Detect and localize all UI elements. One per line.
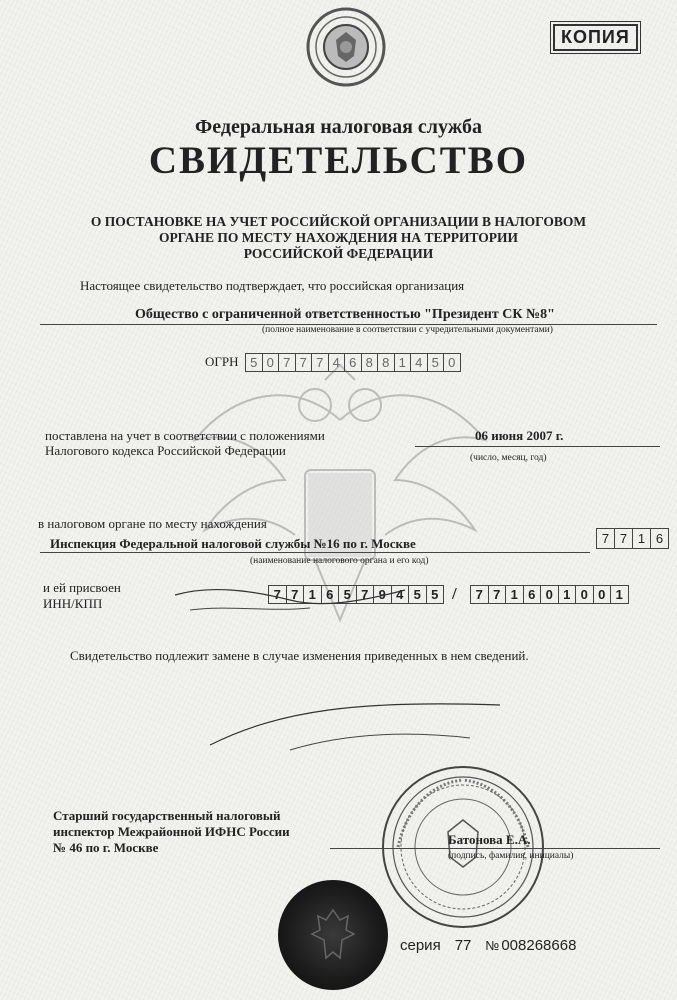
kpp-digit: 0 bbox=[540, 585, 559, 604]
ogrn-digit: 4 bbox=[410, 353, 428, 372]
ogrn-digit: 7 bbox=[295, 353, 313, 372]
kpp-digit: 1 bbox=[505, 585, 524, 604]
ogrn-digit: 1 bbox=[394, 353, 412, 372]
kpp-digit: 1 bbox=[558, 585, 577, 604]
inn-digit: 5 bbox=[426, 585, 445, 604]
organization-caption: (полное наименование в соответствии с учредительными документами) bbox=[262, 325, 553, 335]
authority-intro: в налоговом органе по месту нахождения bbox=[38, 516, 267, 531]
ogrn-digit: 5 bbox=[427, 353, 445, 372]
series-value: 77 bbox=[454, 937, 472, 954]
inn-kpp-label: ИНН/КПП bbox=[43, 596, 103, 611]
ogrn-cells bbox=[245, 353, 460, 372]
signatory-position-line: Старший государственный налоговый bbox=[53, 808, 281, 823]
kpp-digit: 7 bbox=[470, 585, 489, 604]
inn-digit: 4 bbox=[391, 585, 410, 604]
divider bbox=[415, 446, 660, 447]
replacement-notice: Свидетельство подлежит замене в случае изменения приведенных в нем сведений. bbox=[70, 648, 529, 663]
inn-digit: 9 bbox=[373, 585, 392, 604]
registration-text bbox=[45, 428, 325, 458]
signatory-name: Батонова Е.А. bbox=[448, 832, 531, 847]
inn-digit: 5 bbox=[408, 585, 427, 604]
intro-text: Настоящее свидетельство подтверждает, что российская организация bbox=[80, 278, 465, 293]
kpp-digit: 7 bbox=[488, 585, 507, 604]
ogrn-digit: 0 bbox=[443, 353, 461, 372]
ogrn-label: ОГРН bbox=[205, 354, 239, 369]
authority-code-digit: 6 bbox=[650, 528, 669, 549]
ogrn-digit: 7 bbox=[278, 353, 296, 372]
inn-digit: 1 bbox=[303, 585, 322, 604]
ogrn-digit: 0 bbox=[262, 353, 280, 372]
signatory-caption: (подпись, фамилия, инициалы) bbox=[448, 851, 574, 861]
divider bbox=[330, 848, 660, 849]
date-caption: (число, месяц, год) bbox=[470, 453, 547, 463]
inn-digit: 7 bbox=[268, 585, 287, 604]
kpp-digit: 0 bbox=[593, 585, 612, 604]
number-sign: № bbox=[485, 938, 500, 953]
inn-kpp-intro: и ей присвоен bbox=[43, 580, 121, 595]
subtitle-line: РОССИЙСКОЙ ФЕДЕРАЦИИ bbox=[243, 246, 434, 261]
agency-name: Федеральная налоговая служба bbox=[195, 116, 482, 138]
signatory-position-line: инспектор Межрайонной ИФНС России bbox=[53, 824, 290, 839]
document-number: 008268668 bbox=[501, 937, 577, 954]
document-title: СВИДЕТЕЛЬСТВО bbox=[148, 139, 529, 182]
kpp-digit: 6 bbox=[523, 585, 542, 604]
authority-caption: (наименование налогового органа и его код) bbox=[250, 556, 429, 566]
ogrn-digit: 6 bbox=[344, 353, 362, 372]
kpp-cells bbox=[470, 585, 628, 604]
inn-digit: 7 bbox=[356, 585, 375, 604]
series-number bbox=[400, 937, 576, 954]
ogrn-digit: 7 bbox=[311, 353, 329, 372]
authority-code-digit: 7 bbox=[614, 528, 633, 549]
inn-digit: 6 bbox=[321, 585, 340, 604]
authority-name: Инспекция Федеральной налоговой службы №16 по г. Москве bbox=[50, 536, 416, 551]
registration-date: 06 июня 2007 г. bbox=[475, 428, 564, 443]
signature-scribble bbox=[200, 690, 520, 760]
eagle-icon bbox=[298, 900, 368, 970]
authority-code-cells bbox=[596, 528, 668, 549]
kpp-digit: 0 bbox=[575, 585, 594, 604]
authority-code-digit: 1 bbox=[632, 528, 651, 549]
ogrn-digit: 8 bbox=[361, 353, 379, 372]
ogrn-digit: 4 bbox=[328, 353, 346, 372]
registration-line: Налогового кодекса Российской Федерации bbox=[45, 443, 286, 458]
signatory-position bbox=[53, 808, 290, 856]
authority-code-digit: 7 bbox=[596, 528, 615, 549]
pen-scribble bbox=[170, 580, 410, 620]
ogrn-digit: 5 bbox=[245, 353, 263, 372]
inn-digit: 5 bbox=[338, 585, 357, 604]
ogrn-digit: 8 bbox=[377, 353, 395, 372]
tax-service-emblem bbox=[305, 6, 387, 88]
registration-line: поставлена на учет в соответствии с положениями bbox=[45, 428, 325, 443]
divider bbox=[40, 552, 590, 553]
document-subtitle bbox=[90, 214, 587, 262]
subtitle-line: О ПОСТАНОВКЕ НА УЧЕТ РОССИЙСКОЙ ОРГАНИЗАЦИИ В НАЛОГОВОМ bbox=[90, 214, 587, 229]
subtitle-line: ОРГАНЕ ПО МЕСТУ НАХОЖДЕНИЯ НА ТЕРРИТОРИИ bbox=[158, 230, 519, 245]
signatory-position-line: № 46 по г. Москве bbox=[53, 840, 159, 855]
copy-stamp: КОПИЯ bbox=[553, 24, 638, 51]
inn-kpp-separator: / bbox=[452, 584, 457, 603]
series-label: серия bbox=[400, 937, 441, 954]
inn-digit: 7 bbox=[286, 585, 305, 604]
organization-name: Общество с ограниченной ответственностью "Президент СК №8" bbox=[135, 307, 555, 322]
kpp-digit: 1 bbox=[610, 585, 629, 604]
